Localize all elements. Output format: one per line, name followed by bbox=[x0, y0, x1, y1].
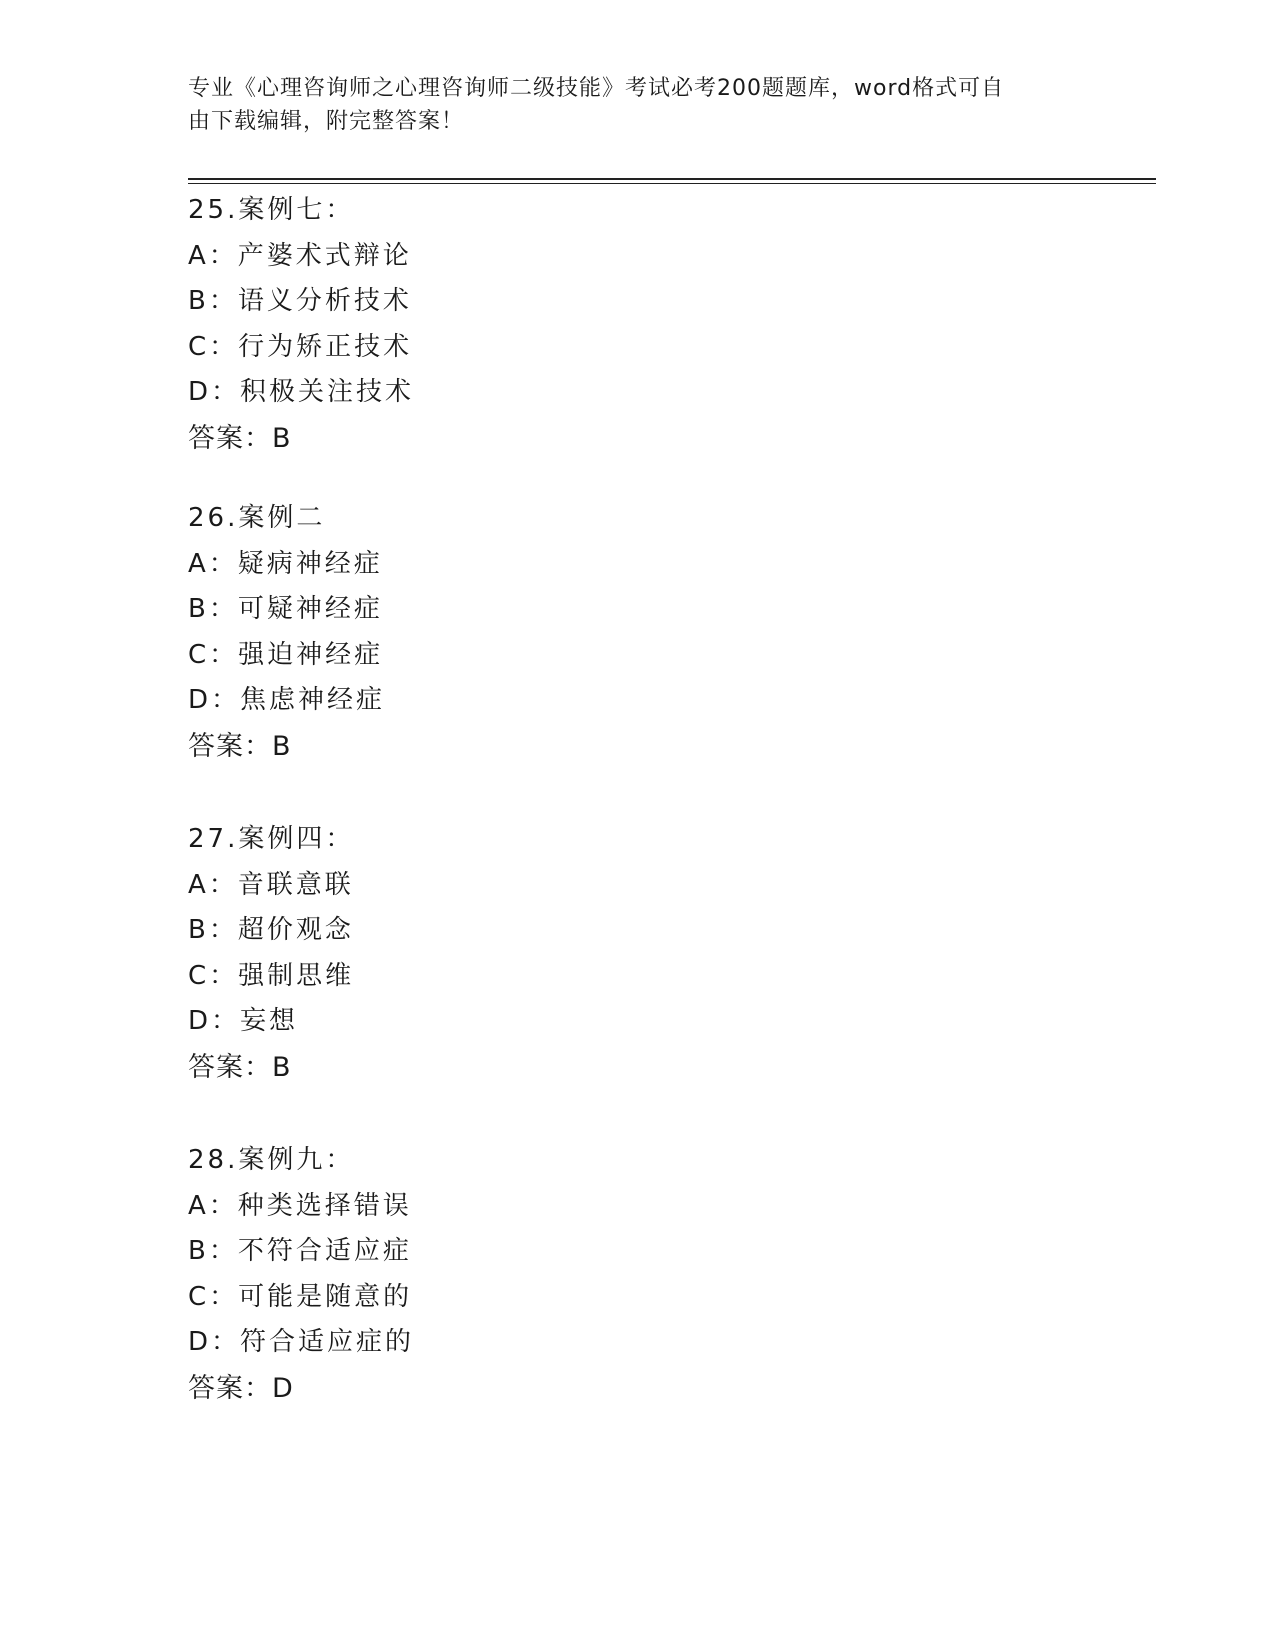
document-header bbox=[188, 72, 1068, 138]
option-a: A：音联意联 bbox=[188, 869, 354, 900]
option-c: C：强迫神经症 bbox=[188, 639, 384, 670]
option-d: D：积极关注技术 bbox=[188, 377, 415, 408]
option-d: D：符合适应症的 bbox=[188, 1327, 415, 1358]
answer: 答案：D bbox=[188, 1372, 294, 1404]
header-line-2: 由下载编辑，附完整答案！ bbox=[188, 109, 465, 134]
option-b: B：可疑神经症 bbox=[188, 594, 383, 625]
question-26 bbox=[188, 496, 788, 770]
option-a: A：种类选择错误 bbox=[188, 1190, 412, 1221]
option-b: B：不符合适应症 bbox=[188, 1236, 412, 1267]
option-d: D：焦虑神经症 bbox=[188, 685, 386, 716]
header-divider-thick bbox=[188, 178, 1156, 180]
header-line-1: 专业《心理咨询师之心理咨询师二级技能》考试必考200题题库，word格式可自 bbox=[188, 76, 1005, 101]
option-b: B：语义分析技术 bbox=[188, 286, 412, 317]
question-28 bbox=[188, 1138, 788, 1412]
answer: 答案：B bbox=[188, 730, 292, 762]
option-c: C：强制思维 bbox=[188, 960, 355, 991]
option-b: B：超价观念 bbox=[188, 915, 354, 946]
question-27 bbox=[188, 817, 788, 1091]
answer: 答案：B bbox=[188, 1051, 292, 1083]
question-title: 26.案例二 bbox=[188, 503, 326, 533]
header-divider-thin bbox=[188, 183, 1156, 184]
question-title: 27.案例四： bbox=[188, 824, 355, 854]
option-d: D：妄想 bbox=[188, 1006, 299, 1037]
question-25 bbox=[188, 188, 788, 462]
answer: 答案：B bbox=[188, 422, 292, 454]
question-title: 25.案例七： bbox=[188, 195, 355, 225]
option-c: C：行为矫正技术 bbox=[188, 331, 413, 362]
option-c: C：可能是随意的 bbox=[188, 1281, 413, 1312]
option-a: A：产婆术式辩论 bbox=[188, 240, 412, 271]
option-a: A：疑病神经症 bbox=[188, 548, 383, 579]
question-title: 28.案例九： bbox=[188, 1145, 355, 1175]
